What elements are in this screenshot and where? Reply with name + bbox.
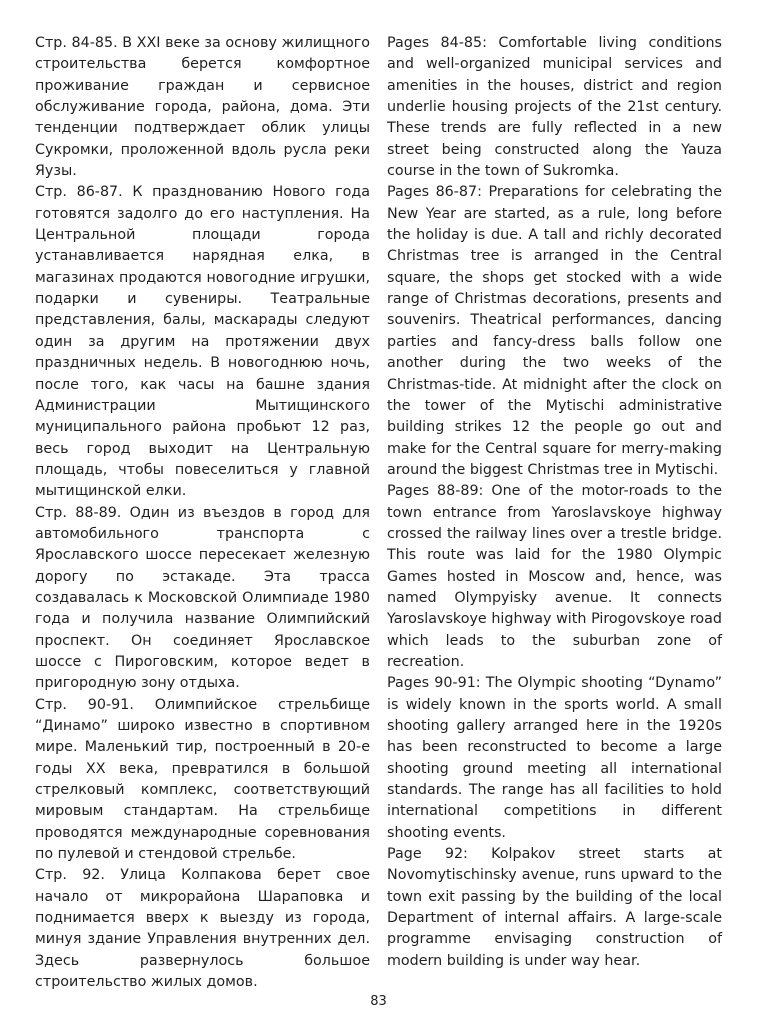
russian-paragraph-pages-88-89: Стр. 88-89. Один из въездов в город для автомобильного транспорта с Ярославского шоссе пересекает железную дорогу по эстакаде. Эта трасса создавалась к Московской Олимпиаде 1980 года и получила название Олимпийский проспект. Он соединяет Ярославское шоссе с Пироговским, которое ведет в пригородную зону отдыха. bbox=[35, 504, 370, 692]
english-paragraph-page-92: Page 92: Kolpakov street starts at Novomytischinsky avenue, runs upward to the town exit passing by the building of the local Department of internal affairs. A large-scale programme envisaging construction of modern building is under way hear. bbox=[387, 846, 722, 969]
page-number: 83 bbox=[370, 994, 387, 1009]
russian-paragraph-pages-90-91: Стр. 90-91. Олимпийское стрельбище “Динамо” широко известно в спортивном мире. Маленький тир, построенный в 20-е годы XX века, превратился в большой стрелковый комплекс, соответствующий мировым стандартам. На стрельбище проводятся международные соревнования по пулевой и стендовой стрельбе. bbox=[35, 696, 370, 863]
russian-paragraph-pages-86-87: Стр. 86-87. К празднованию Нового года готовятся задолго до его наступления. На Центральной площади города устанавливается нарядная елка, в магазинах продаются новогодние игрушки, подарки и сувениры. Театральные представления, балы, маскарады следуют один за другим на протяжении двух праздничных недель. В новогоднюю ночь, после того, как часы на башне здания Администрации Мытищинского муниципального района пробьют 12 раз, весь город выходит на Центральную площадь, чтобы повеселиться у главной мытищинской елки. bbox=[35, 184, 370, 500]
english-paragraph-pages-88-89: Pages 88-89: One of the motor-roads to the town entrance from Yaroslavskoye highway crossed the railway lines over a trestle bridge. This route was laid for the 1980 Olympic Games hosted in Moscow and, hence, was named Olympyisky avenue. It connects Yaroslavskoye highway with Pirogovskoye road which leads to the suburban zone of recreation. bbox=[387, 483, 722, 670]
english-paragraph-pages-84-85: Pages 84-85: Comfortable living conditions and well-organized municipal services and amenities in the houses, district and region underlie housing projects of the 21st century. These trends are fully reflected in a new street being constructed along the Yauza course in the town of Sukromka. bbox=[387, 35, 722, 180]
english-paragraph-pages-90-91: Pages 90-91: The Olympic shooting “Dynamo” is widely known in the sports world. A small shooting gallery arranged here in the 1920s has been reconstructed to become a large shooting ground meeting all international standards. The range has all facilities to hold international competitions in different shooting events. bbox=[387, 675, 722, 841]
english-text-column bbox=[387, 33, 722, 972]
english-paragraph-pages-86-87: Pages 86-87: Preparations for celebrating the New Year are started, as a rule, long before the holiday is due. A tall and richly decorated Christmas tree is arranged in the Central square, the shops get stocked with a wide range of Christmas decorations, presents and souvenirs. Theatrical performances, dancing parties and fancy-dress balls follow one another during the two weeks of the Christmas-tide. At midnight after the clock on the tower of the Mytischi administrative building strikes 12 the people go out and make for the Central square for merry-making around the biggest Christmas tree in Mytischi. bbox=[387, 184, 722, 478]
russian-text-column bbox=[35, 33, 370, 993]
russian-paragraph-pages-84-85: Стр. 84-85. В XXI веке за основу жилищного строительства берется комфортное проживание граждан и сервисное обслуживание города, района, дома. Эти тенденции подтверждает облик улицы Сукромки, проложенной вдоль русла реки Яузы. bbox=[35, 35, 370, 180]
russian-paragraph-page-92: Стр. 92. Улица Колпакова берет свое начало от микрорайона Шараповка и поднимается вверх к выезду из города, минуя здание Управления внутренних дел. Здесь развернулось большое строительство жилых домов. bbox=[35, 867, 370, 991]
